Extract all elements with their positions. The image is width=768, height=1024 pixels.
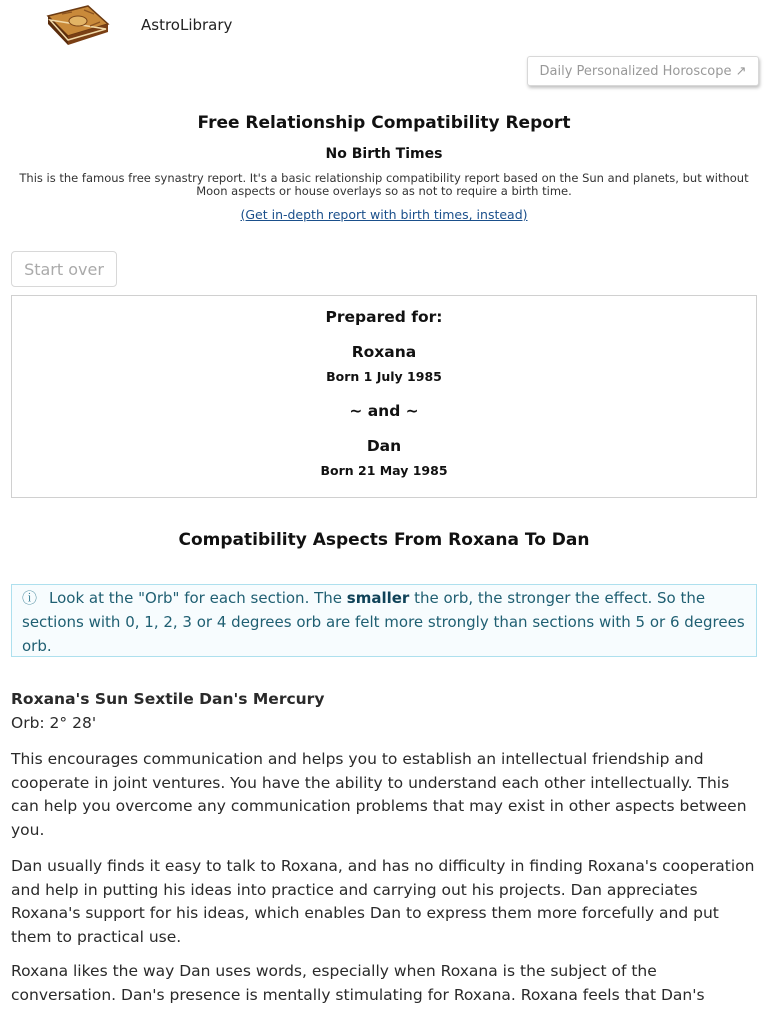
person2-birthdate: Born 21 May 1985 xyxy=(320,463,448,478)
aspect-paragraph: Dan usually finds it easy to talk to Roxana, and has no difficulty in finding Roxana's cooperation and help in putting his ideas into practice and carrying out his projects. Dan appreciates Roxana's support for his ideas, which enables Dan to express them more forcefully and put them to practical use. xyxy=(11,857,755,946)
prepared-for-heading: Prepared for: xyxy=(325,308,443,326)
aspect-title: Roxana's Sun Sextile Dan's Mercury xyxy=(11,690,325,708)
intro-description: This is the famous free synastry report. It's a basic relationship compatibility report based on the Sun and planets, but without Moon aspects or house overlays so as not to require a birth time. xyxy=(19,171,749,198)
prepared-for-box xyxy=(11,295,757,498)
info-text-before: Look at the "Orb" for each section. The xyxy=(49,589,347,607)
info-text-after: the orb, the stronger the effect. So the sections with 0, 1, 2, 3 or 4 degrees orb are felt more strongly than sections with 5 or 6 degrees orb. xyxy=(22,589,745,655)
site-name[interactable]: AstroLibrary xyxy=(141,16,233,34)
aspect-orb: Orb: 2° 28' xyxy=(11,714,97,732)
section-title: Compatibility Aspects From Roxana To Dan xyxy=(178,530,590,550)
page-subtitle: No Birth Times xyxy=(325,146,443,162)
start-over-button[interactable]: Start over xyxy=(11,251,117,287)
in-depth-report-link-row xyxy=(0,207,768,222)
aspect-paragraph: Roxana likes the way Dan uses words, especially when Roxana is the subject of the conversation. Dan's presence is mentally stimulating for Roxana. Roxana feels that Dan's xyxy=(11,962,705,1004)
person2-name: Dan xyxy=(366,437,402,455)
info-text-bold: smaller xyxy=(346,589,410,607)
old-book-icon[interactable] xyxy=(44,2,112,48)
person1-birthdate: Born 1 July 1985 xyxy=(326,369,442,384)
site-header xyxy=(0,0,768,50)
and-connector: ~ and ~ xyxy=(349,402,419,420)
aspect-paragraph: This encourages communication and helps you to establish an intellectual friendship and cooperate in joint ventures. You have the ability to understand each other intellectually. This can help you overcome any communication problems that may exist in other aspects between you. xyxy=(11,750,747,839)
person1-name: Roxana xyxy=(351,343,417,361)
in-depth-report-link[interactable]: (Get in-depth report with birth times, instead) xyxy=(240,207,528,222)
info-icon: ⓘ xyxy=(22,589,38,607)
daily-horoscope-button[interactable]: Daily Personalized Horoscope ↗ xyxy=(527,56,759,86)
page-title: Free Relationship Compatibility Report xyxy=(197,113,571,133)
orb-info-box xyxy=(11,584,757,657)
